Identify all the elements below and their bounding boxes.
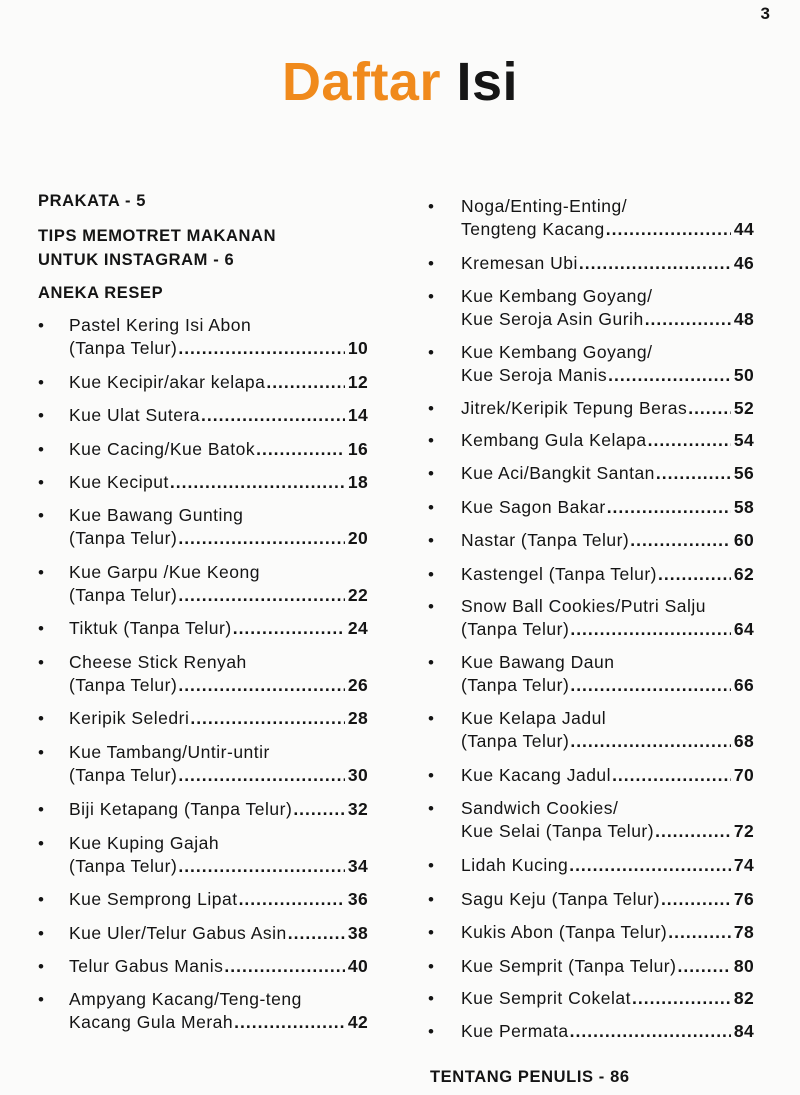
leader-dots	[648, 429, 731, 452]
entry-page: 64	[733, 619, 754, 639]
entry-page: 20	[347, 528, 368, 548]
leader-dots	[570, 674, 731, 697]
entry-page: 42	[347, 1012, 368, 1032]
leader-dots	[677, 955, 730, 978]
toc-entry[interactable]	[38, 471, 368, 494]
entry-page: 40	[347, 956, 368, 976]
entry-title: Pastel Kering Isi Abon	[69, 315, 252, 335]
entry-title: Kue Sagon Bakar	[461, 497, 606, 517]
leader-dots	[178, 764, 345, 787]
entry-title-cont: Kue Seroja Asin Gurih	[461, 309, 644, 329]
entry-title-cont: (Tanpa Telur)	[69, 585, 178, 605]
toc-entry[interactable]	[428, 397, 754, 420]
entry-title: Cheese Stick Renyah	[69, 652, 247, 672]
entry-title: Kastengel (Tanpa Telur)	[461, 564, 658, 584]
toc-entry[interactable]	[38, 988, 368, 1034]
entry-title: Kue Semprit (Tanpa Telur)	[461, 956, 677, 976]
entry-title-cont: (Tanpa Telur)	[69, 856, 178, 876]
leader-dots	[178, 674, 345, 697]
leader-dots	[178, 855, 345, 878]
bullet-icon	[38, 438, 48, 461]
bullet-icon	[38, 798, 48, 821]
entry-page: 52	[733, 398, 754, 418]
bullet-icon	[38, 955, 48, 978]
toc-entry[interactable]	[428, 888, 754, 911]
leader-dots	[178, 337, 345, 360]
entry-title: Biji Ketapang (Tanpa Telur)	[69, 799, 293, 819]
entry-title: Kue Kembang Goyang/	[461, 342, 653, 362]
entry-page: 44	[733, 219, 754, 239]
leader-dots	[668, 921, 731, 944]
entry-page: 12	[347, 372, 368, 392]
entry-page: 18	[347, 472, 368, 492]
entry-title-cont: Tengteng Kacang	[461, 219, 605, 239]
leader-dots	[293, 798, 345, 821]
toc-section-tips[interactable]: TIPS MEMOTRET MAKANAN	[38, 227, 277, 245]
bullet-icon	[38, 617, 48, 640]
bullet-icon	[38, 561, 48, 584]
leader-dots	[288, 922, 345, 945]
toc-entry[interactable]	[428, 707, 754, 753]
bullet-icon	[38, 651, 48, 674]
entry-title: Jitrek/Keripik Tepung Beras	[461, 398, 688, 418]
toc-entry[interactable]	[38, 404, 368, 427]
entry-page: 14	[347, 405, 368, 425]
toc-entry[interactable]	[38, 438, 368, 461]
entry-page: 66	[733, 675, 754, 695]
bullet-icon	[428, 563, 438, 586]
leader-dots	[612, 764, 731, 787]
bullet-icon	[428, 955, 438, 978]
leader-dots	[661, 888, 731, 911]
title-accent: Daftar	[281, 52, 441, 112]
leader-dots	[224, 955, 345, 978]
bullet-icon	[38, 314, 48, 337]
entry-page: 68	[733, 731, 754, 751]
leader-dots	[569, 854, 731, 877]
leader-dots	[658, 563, 731, 586]
bullet-icon	[38, 504, 48, 527]
entry-page: 60	[733, 530, 754, 550]
toc-entry[interactable]	[428, 595, 754, 641]
entry-title-cont: (Tanpa Telur)	[461, 731, 570, 751]
entry-page: 24	[347, 618, 368, 638]
entry-title: Lidah Kucing	[461, 855, 569, 875]
entry-title: Kue Garpu /Kue Keong	[69, 562, 260, 582]
entry-page: 36	[347, 889, 368, 909]
bullet-icon	[428, 1020, 438, 1043]
entry-title-cont: Kue Seroja Manis	[461, 365, 608, 385]
bullet-icon	[38, 404, 48, 427]
entry-title: Kue Tambang/Untir-untir	[69, 742, 270, 762]
toc-entry[interactable]	[38, 832, 368, 878]
leader-dots	[630, 529, 731, 552]
entry-page: 28	[347, 708, 368, 728]
toc-entry[interactable]	[428, 854, 754, 877]
toc-section-prakata[interactable]: PRAKATA - 5	[38, 192, 147, 210]
leader-dots	[570, 1020, 731, 1043]
bullet-icon	[428, 797, 438, 820]
bullet-icon	[428, 429, 438, 452]
entry-page: 34	[347, 856, 368, 876]
entry-title: Kue Kacang Jadul	[461, 765, 612, 785]
entry-page: 16	[347, 439, 368, 459]
toc-entry[interactable]	[428, 987, 754, 1010]
bullet-icon	[428, 496, 438, 519]
bullet-icon	[38, 741, 48, 764]
entry-title-cont: (Tanpa Telur)	[461, 675, 570, 695]
toc-entry[interactable]	[428, 921, 754, 944]
entry-page: 46	[733, 253, 754, 273]
leader-dots	[656, 462, 731, 485]
entry-page: 84	[733, 1021, 754, 1041]
leader-dots	[632, 987, 731, 1010]
toc-entry[interactable]	[428, 1020, 754, 1043]
toc-entry[interactable]	[38, 922, 368, 945]
title-main: Isi	[456, 52, 519, 112]
bullet-icon	[38, 471, 48, 494]
entry-title-cont: (Tanpa Telur)	[69, 338, 178, 358]
entry-title: Nastar (Tanpa Telur)	[461, 530, 630, 550]
entry-title: Kembang Gula Kelapa	[461, 430, 647, 450]
entry-title-cont: Kue Selai (Tanpa Telur)	[461, 821, 655, 841]
leader-dots	[570, 618, 731, 641]
entry-title: Kue Kuping Gajah	[69, 833, 220, 853]
toc-entry[interactable]	[428, 285, 754, 331]
bullet-icon	[38, 988, 48, 1011]
leader-dots	[239, 888, 345, 911]
bullet-icon	[428, 707, 438, 730]
toc-entry[interactable]	[38, 314, 368, 360]
entry-title: Kue Keciput	[69, 472, 169, 492]
page-number: 3	[760, 4, 770, 23]
toc-entry[interactable]	[38, 504, 368, 550]
entry-title: Kukis Abon (Tanpa Telur)	[461, 922, 668, 942]
entry-page: 10	[347, 338, 368, 358]
entry-page: 56	[733, 463, 754, 483]
leader-dots	[256, 438, 345, 461]
bullet-icon	[38, 832, 48, 855]
entry-page: 76	[733, 889, 754, 909]
bullet-icon	[38, 371, 48, 394]
toc-entry[interactable]	[38, 561, 368, 607]
entry-title: Sandwich Cookies/	[461, 798, 619, 818]
leader-dots	[190, 707, 345, 730]
bullet-icon	[428, 529, 438, 552]
entry-title: Sagu Keju (Tanpa Telur)	[461, 889, 660, 909]
entry-title-cont: (Tanpa Telur)	[69, 765, 178, 785]
entry-title: Kue Semprong Lipat	[69, 889, 238, 909]
toc-section-aneka-resep: ANEKA RESEP	[38, 284, 164, 302]
entry-page: 82	[733, 988, 754, 1008]
entry-title: Tiktuk (Tanpa Telur)	[69, 618, 232, 638]
toc-entry[interactable]	[428, 529, 754, 552]
bullet-icon	[428, 651, 438, 674]
bullet-icon	[428, 888, 438, 911]
entry-title: Kue Permata	[461, 1021, 569, 1041]
bullet-icon	[428, 854, 438, 877]
toc-entry[interactable]	[428, 341, 754, 387]
entry-title-cont: (Tanpa Telur)	[461, 619, 570, 639]
toc-entry[interactable]	[428, 429, 754, 452]
toc-entry[interactable]	[38, 741, 368, 787]
entry-title: Kue Kembang Goyang/	[461, 286, 653, 306]
entry-title: Kue Cacing/Kue Batok	[69, 439, 256, 459]
entry-title-cont: (Tanpa Telur)	[69, 528, 178, 548]
bullet-icon	[428, 397, 438, 420]
leader-dots	[570, 730, 731, 753]
entry-page: 48	[733, 309, 754, 329]
entry-page: 70	[733, 765, 754, 785]
toc-entry[interactable]	[428, 955, 754, 978]
entry-title: Kue Kelapa Jadul	[461, 708, 607, 728]
bullet-icon	[38, 922, 48, 945]
bullet-icon	[428, 764, 438, 787]
leader-dots	[579, 252, 731, 275]
leader-dots	[645, 308, 731, 331]
entry-title: Kue Bawang Gunting	[69, 505, 244, 525]
entry-title: Kue Semprit Cokelat	[461, 988, 631, 1008]
entry-title: Kue Uler/Telur Gabus Asin	[69, 923, 287, 943]
entry-page: 38	[347, 923, 368, 943]
entry-page: 72	[733, 821, 754, 841]
leader-dots	[607, 496, 731, 519]
entry-page: 78	[733, 922, 754, 942]
toc-entry[interactable]	[428, 651, 754, 697]
bullet-icon	[428, 341, 438, 364]
entry-page: 30	[347, 765, 368, 785]
leader-dots	[234, 1011, 345, 1034]
leader-dots	[688, 397, 731, 420]
leader-dots	[266, 371, 345, 394]
page-title	[0, 50, 800, 114]
entry-page: 58	[733, 497, 754, 517]
bullet-icon	[428, 921, 438, 944]
entry-title: Kue Aci/Bangkit Santan	[461, 463, 655, 483]
entry-title: Snow Ball Cookies/Putri Salju	[461, 596, 707, 616]
bullet-icon	[428, 462, 438, 485]
toc-section-tentang-penulis[interactable]: TENTANG PENULIS - 86	[430, 1068, 630, 1086]
entry-page: 26	[347, 675, 368, 695]
toc-entry[interactable]	[428, 496, 754, 519]
entry-title: Kue Bawang Daun	[461, 652, 615, 672]
leader-dots	[170, 471, 345, 494]
leader-dots	[608, 364, 731, 387]
toc-entry[interactable]	[38, 651, 368, 697]
entry-title-cont: Kacang Gula Merah	[69, 1012, 234, 1032]
entry-title: Telur Gabus Manis	[69, 956, 224, 976]
toc-entry[interactable]	[38, 371, 368, 394]
toc-section-tips-cont[interactable]: UNTUK INSTAGRAM - 6	[38, 251, 235, 269]
toc-entry[interactable]	[38, 888, 368, 911]
toc-entry[interactable]	[38, 707, 368, 730]
bullet-icon	[428, 285, 438, 308]
leader-dots	[201, 404, 345, 427]
toc-entry[interactable]	[428, 195, 754, 241]
toc-entry[interactable]	[38, 798, 368, 821]
leader-dots	[606, 218, 731, 241]
entry-page: 50	[733, 365, 754, 385]
entry-page: 62	[733, 564, 754, 584]
bullet-icon	[38, 888, 48, 911]
bullet-icon	[38, 707, 48, 730]
toc-entry[interactable]	[38, 955, 368, 978]
entry-page: 32	[347, 799, 368, 819]
entry-page: 54	[733, 430, 754, 450]
bullet-icon	[428, 595, 438, 618]
entry-title: Kremesan Ubi	[461, 253, 578, 273]
bullet-icon	[428, 252, 438, 275]
entry-title: Keripik Seledri	[69, 708, 190, 728]
entry-title: Kue Kecipir/akar kelapa	[69, 372, 266, 392]
leader-dots	[233, 617, 345, 640]
bullet-icon	[428, 195, 438, 218]
toc-entry[interactable]	[428, 462, 754, 485]
toc-entry[interactable]	[428, 252, 754, 275]
toc-entry[interactable]	[428, 563, 754, 586]
entry-page: 80	[733, 956, 754, 976]
leader-dots	[655, 820, 731, 843]
entry-title-cont: (Tanpa Telur)	[69, 675, 178, 695]
entry-title: Noga/Enting-Enting/	[461, 196, 628, 216]
leader-dots	[178, 527, 345, 550]
bullet-icon	[428, 987, 438, 1010]
entry-title: Kue Ulat Sutera	[69, 405, 201, 425]
toc-entry[interactable]	[428, 797, 754, 843]
entry-page: 22	[347, 585, 368, 605]
toc-entry[interactable]	[428, 764, 754, 787]
leader-dots	[178, 584, 345, 607]
toc-entry[interactable]	[38, 617, 368, 640]
entry-page: 74	[733, 855, 754, 875]
entry-title: Ampyang Kacang/Teng-teng	[69, 989, 302, 1009]
